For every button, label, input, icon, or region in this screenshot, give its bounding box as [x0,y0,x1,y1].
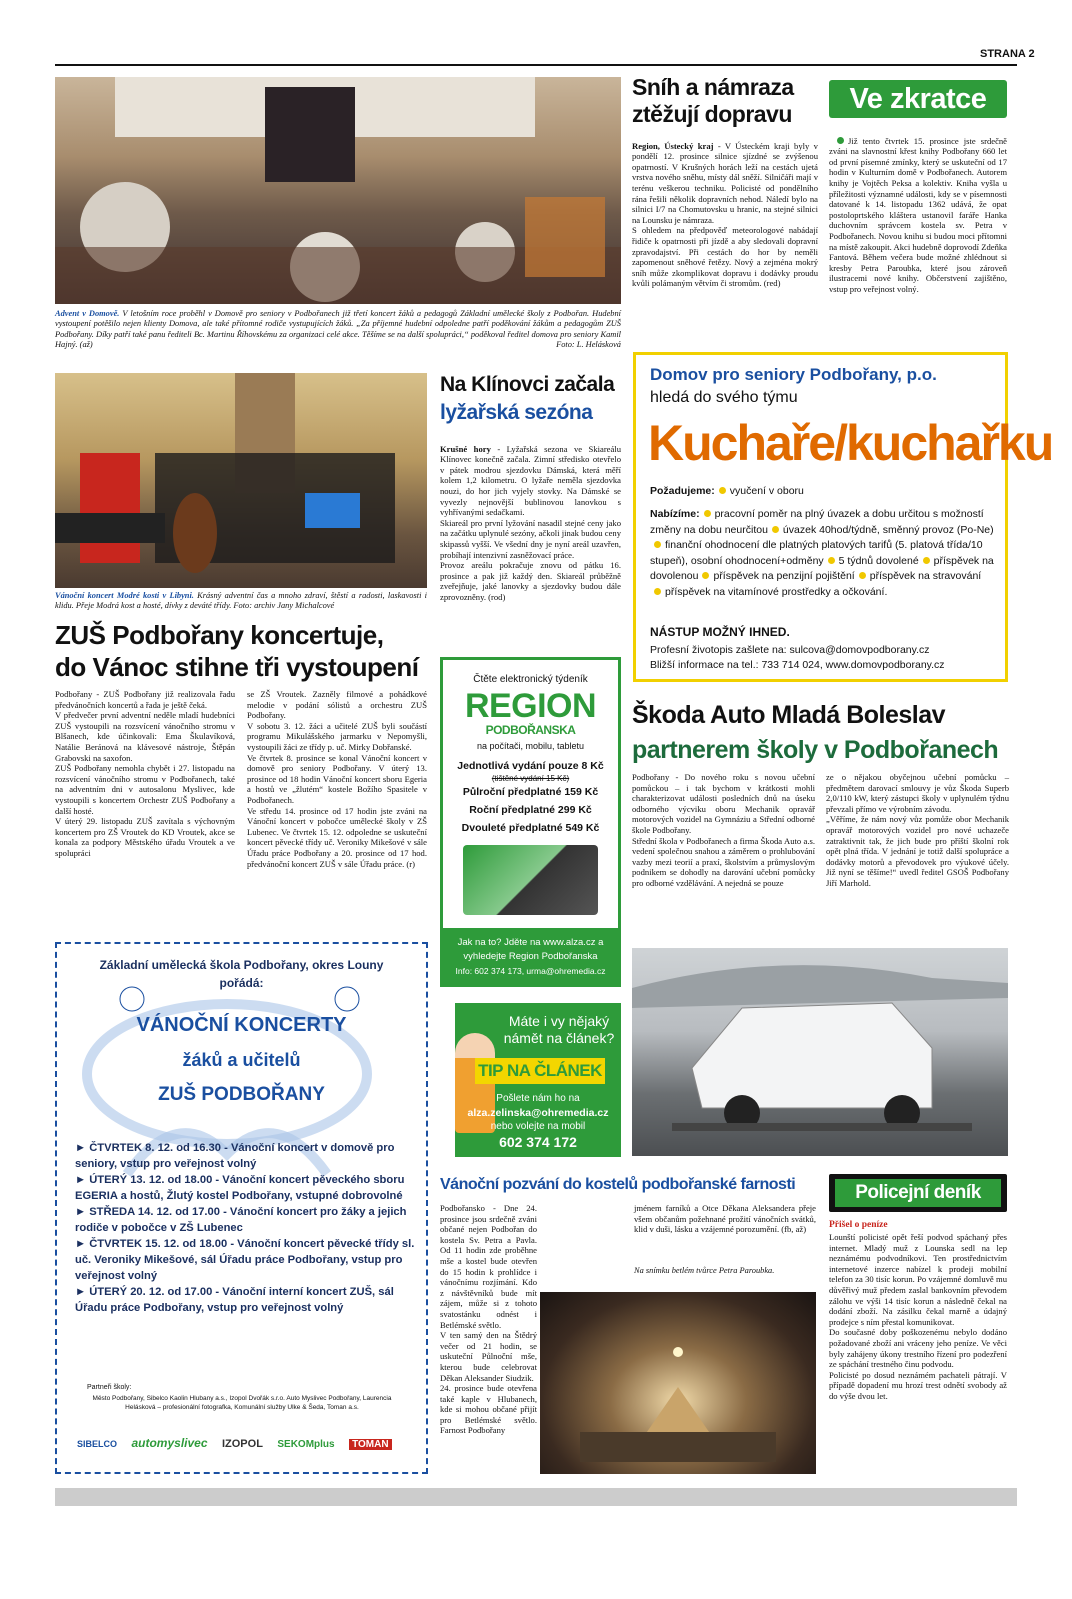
concert-item-text: ČTVRTEK 15. 12. od 18.00 - Vánoční koncert pěvecké třídy sl. uč. Veroniky Mikešové, sál Úřadu práce Podbořany, vstup pro veřejnost volný [75,1238,415,1282]
concert-school: Základní umělecká škola Podbořany, okres Louny [99,958,384,972]
domov-ad [633,352,1053,682]
offer-bullet [654,588,661,595]
concert-item: ► STŘEDA 14. 12. od 17.00 - Vánoční koncert pro žáky a jejich rodiče v pobočce v ZŠ Lubenec [75,1206,407,1234]
region-price-3: Roční předplatné 299 Kč [469,804,592,816]
libyne-photo [55,373,427,588]
sekomplus-logo: SEKOMplus [277,1439,335,1450]
region-price-2: Půlroční předplatné 159 Kč [462,786,599,798]
domov-offers [650,507,995,600]
farnost-col-1: Podbořansko - Dne 24. prosince jsou srdečně zváni občané nejen Podbořan do kostela Sv. Petra a Pavla. Od 11 hodin zde proběhne mše a kostel bude otevřen do 15 hodin k prohlídce i vánočnímu rozjímání. Kdo z návštěvníků bude mít zájem, může si z tohoto svatostánku odnést i Betlémské světlo. V ten samý den na Štědrý večer od 21 hodin, se uskuteční Půlnoční mše, kterou bude celebrovat Děkan Aleksander Siudzik. 24. prosince bude otevřena také kaple v Hlubanech, kde si mohou občané přijít pro Betlémské světlo. Farnost Podbořany [440,1203,537,1436]
tip-or: nebo volejte na mobil [490,1121,586,1132]
farnost-caption: Na snímku betlém tvůrce Petra Paroubka. [634,1266,775,1275]
advent-caption-title: Advent v Domově. [55,309,120,318]
concert-item: ► ÚTERÝ 20. 12. od 17.00 - Vánoční interní koncert ZUŠ, sál Úřadu práce Podbořany, vstup pro veřejnost volný [75,1286,394,1314]
advent-photo-illustration [55,77,621,304]
domov-req-bullet [719,487,726,494]
offer-item: příspěvek na penzijní pojištění [713,570,855,582]
domov-seek: hledá do svého týmu [650,389,798,406]
skoda-title-1: Škoda Auto Mladá Boleslav [632,701,946,729]
domov-org: Domov pro seniory Podbořany, p.o. [650,365,937,384]
sibelco-logo: SIBELCO [77,1439,118,1449]
offer-item: 5 týdnů dovolené [838,554,919,567]
snih-text: - V Ústeckém kraji byly v pondělí 12. prosince silnice sjízdné se zvýšenou opatrností. V Krušných horách leží na cestách ujetá vrstva nového sněhu, místy dál sněží. Silničáři mají v terénu veškerou techniku. Policisté od pondělního rána řešili několik dopravních nehod. Náledí bylo na silnici I/7 na Chomutovsku u hranic, na stejné silnici na Lounsku je námraza. S ohledem na předpověď meteorologové nabádají řidiče k opatrnosti při jízdě a aby sledovali dopravní zpravodajství. Při cestách do hor by neměli zapomenout sněhové řetězy. Nový a zejména mokrý sníh může zkomplikovat dopravu i dodávky proudu kvůli polámaným větvím či stromům. (red) [632,140,818,289]
kratce-title: Ve zkratce [829,80,1007,118]
page-number: STRANA 2 [980,48,1035,60]
tip-label: TIP NA ČLÁNEK [475,1058,605,1084]
offer-item: úvazek 40hod/týdně, směnný provoz (Po-Ne) [782,523,994,536]
tip-phone[interactable]: 602 374 172 [499,1134,577,1150]
concert-poster [55,942,428,1474]
offer-item: finanční ohodnocení dle platných platových tarifů (5. platová třída/10 stupeň), osobní ohodnocení+odměny [650,539,983,567]
footer-bar [55,1488,1017,1506]
offer-bullet [704,510,711,517]
concert-item-text: ÚTERÝ 13. 12. od 18.00 - Vánoční koncert pěveckého sboru EGERIA a hostů, Žlutý kostel Podbořany, vstupné dobrovolné [75,1174,405,1202]
concert-item-text: ČTVRTEK 8. 12. od 16.30 - Vánoční koncert v domově pro seniory, vstup pro veřejnost volný [75,1142,395,1170]
domov-start: NÁSTUP MOŽNÝ IHNED. [650,625,790,639]
kratce-text: Již tento čtvrtek 15. prosince jste srdečně zváni na slavnostní křest knihy Podbořany 660 let od první písemné zmínky, který se uskuteční od 17 hodin v Kulturním domě v Podbořanech. Autorem knihy je Vojtěch Peksa a kolektiv. Kniha vyšla u příležitosti významné události, kdy se v písemnosti datované k 14. listopadu 1362 udává, že opat postoloprtského kláštera ustanovil faráře Hanka duchovním správcem kostela sv. Petra v Podbořanech. Novou knihu si budou moci přítomni na místě zakoupit. Akci hudebně doprovodí Zdeňka Fantová. Během večera bude možné zhlédnout si kresby Petra Paroubka, které jsou zároveň ilustracemi nové knihy. Občerstvení zajištěno, vstup pro veřejnost volný. [829,135,1007,294]
region-how[interactable] [443,928,618,984]
skoda-col-1: Podbořany - Do nového roku s novou učební pomůckou – i tak bychom v krátkosti mohli charakterizovat události posledních dnů na úseku odborného výcviku oboru Mechanik opravář motorových vozidel na Gymnáziu a Střední odborné škole Podbořany. Střední škola v Podbořanech a firma Škoda Auto a.s. vedení společnou snahou a záměrem o prohlubování vazby mezi teorií a praxí, školstvím a průmyslovým podnikem se dohodly na darování učební pomůcky pro odborné vzdělávání. A nejedná se pouze [632,772,815,888]
region-logo-1: REGION [464,687,597,725]
offer-bullet [772,526,779,533]
concert-item-text: ÚTERÝ 20. 12. od 17.00 - Vánoční interní koncert ZUŠ, sál Úřadu práce Podbořany, vstup pro veřejnost volný [75,1286,394,1314]
skoda-car-photo [632,948,1008,1156]
snih-title: Sníh a námraza ztěžují dopravu [632,74,794,127]
region-sub: na počítači, mobilu, tabletu [476,741,585,751]
offer-item: příspěvek na vitamínové prostředky a očkování. [665,585,888,598]
policie-title: Policejní deník [835,1179,1001,1207]
tip-send: Pošlete nám ho na [496,1093,580,1104]
region-top: Čtěte elektronický týdeník [473,674,588,685]
libyne-caption [55,591,427,615]
kratce-bullet [837,137,844,144]
domov-info: Bližší informace na tel.: 733 714 024, www.domovpodborany.cz [650,659,945,671]
concert-title-3: ZUŠ PODBOŘANY [158,1084,325,1105]
concert-item-text: STŘEDA 14. 12. od 17.00 - Vánoční koncert pro žáky a jejich rodiče v pobočce v ZŠ Lubenec [75,1206,407,1234]
domov-req-text: vyučení v oboru [729,485,804,497]
region-price-4: Dvouleté předplatné 549 Kč [461,822,600,834]
concert-item: ► ČTVRTEK 8. 12. od 16.30 - Vánoční koncert v domově pro seniory, vstup pro veřejnost volný [75,1142,395,1170]
region-old: (tištěné vydání 15 Kč) [491,774,570,783]
farnost-col-2: jménem farníků a Otce Děkana Aleksandera přeje všem občanům požehnané prožití vánočních svátků, klid v duši, lásku a vzájemné porozumění. (fb, až) [634,1203,816,1235]
advent-caption [55,309,621,359]
region-logo-2: PODBOŘANSKA [485,723,576,737]
tip-question: Máte i vy nějaký námět na článek? [503,1013,615,1046]
izopol-logo: IZOPOL [221,1438,263,1450]
skoda-car-illustration [632,948,1008,1156]
offer-bullet [654,541,661,548]
tip-email[interactable]: alza.zelinska@ohremedia.cz [467,1107,609,1119]
libyne-caption-text: Krásný adventní čas a mnoho zdraví, štěstí a radosti, laskavosti i klidu. Přeje Modrá kost a hosté, dívky z deváté třídy. Foto: archiv Jany Michalcové [55,591,427,611]
offer-bullet [828,557,835,564]
concert-list [75,1140,415,1316]
offer-bullet [923,557,930,564]
concert-item: ► ČTVRTEK 15. 12. od 18.00 - Vánoční koncert pěvecké třídy sl. uč. Veroniky Mikešové, sál Úřadu práce Podbořany, vstup pro veřejnost volný [75,1238,415,1282]
offer-item: příspěvek na stravování [869,570,982,582]
concert-title-1: VÁNOČNÍ KONCERTY [136,1014,347,1036]
domov-req [650,485,804,497]
policie-title-box [829,1174,1007,1212]
toman-logo: TOMAN [349,1439,391,1450]
libyne-photo-illustration [55,373,427,588]
snih-lead: Region, Ústecký kraj [632,140,714,151]
concert-organizes: pořádá: [219,976,264,990]
betlem-photo [540,1292,816,1474]
advent-credit: Foto: L. Helásková [556,340,621,350]
skoda-title-2: partnerem školy v Podbořanech [632,736,999,764]
policie-body: Lounští policisté opět řeší podvod spáchaný přes internet. Mladý muž z Lounska sedl na lep neznámému podvodníkovi. Ten prostřednictvím internetové inzerce nabízel k prodeji mobilní telefon za 30 tisíc korun. Po vzájemné domluvě mu důvěřivý muž předem zaslal bankovním převodem zálohu ve výši 14 tisíc korun a následně čekal na dodání zboží. Na zásilku čekal marně a údajný prodejce s ním přestal komunikovat. Do současné doby poškozenému nebylo dodáno požadované zboží ani vráceny jeho peníze. Ve věci byly zahájeny úkony trestního řízení pro podezření ze spáchání trestného činu podvodu. Policisté po dosud neznámém pachateli pátrají. V případě dopadení mu hrozí trest odnětí svobody až do výše dvou let. [829,1232,1007,1401]
zus-col-1: Podbořany - ZUŠ Podbořany již realizovala řadu předvánočních koncertů a řada je ještě čeká. V předvečer první adventní neděle mladí hudebníci ZUŠ vystoupili na rozsvícení vánočního stromu v Blšanech, kde účinkovali: Ema Škulavíková, Natálie Beránová na klávesové nástroje, Štěpán Grabovski na saxofon. ZUŠ Podbořany nemohla chybět i 27. listopadu na rozsvícení vánočního stromu v Podbořanech, také na adventním dni v autosalonu Myslivec, kde vystoupili s koncertem Orchestr ZUŠ Podbořany a další hosté. V úterý 29. listopadu ZUŠ zavítala s výchovným koncertem pro ZŠ Vroutek do KD Vroutek, akce se konala za podpory Městského úřadu Vroutek a ve spolupráci [55,689,235,858]
region-how-text: Jak na to? Jděte na www.alza.cz a vyhledejte Region Podbořanska [457,937,604,962]
zus-title-1: ZUŠ Podbořany koncertuje, [55,620,384,650]
domov-req-label: Požadujeme: [650,485,715,497]
header-rule [55,64,1017,66]
advent-caption-text: V letošním roce proběhl v Domově pro seniory v Podbořanech již třetí koncert žáků a pedagogů Základní umělecké školy z Podbořan. Hudební vystoupení potěšilo nejen klienty Domova, ale také přítomné rodiče vystupujících žáků. „Za příjemné hudební odpoledne patří poděkování žákům a pedagogům ZUŠ Podbořany. Díky patří také panu řediteli Bc. Martinu Říhovskému za organizaci celé akce. Těšíme se na další spolupráci,“ poděkoval ředitel domova pro seniory Kamil Hajný. (až) [55,309,621,350]
kratce-body [829,125,1007,345]
region-devices-image [463,845,598,915]
concert-partners: Město Podbořany, Sibelco Kaolin Hlubany a.s., Izopol Dvořák s.r.o. Auto Myslivec Podbořany, Laurencia Helásková – profesionální fotografka, Komunální služby Ulke & Šeda, Toman a.s. [92,1395,392,1411]
klinovec-title-2: lyžařská sezóna [440,401,593,424]
domov-cv: Profesní životopis zašlete na: sulcova@domovpodborany.cz [650,644,930,656]
region-ad [440,657,621,987]
zus-title-2: do Vánoc stihne tři vystoupení [55,652,419,682]
klinovec-lead: Krušné hory [440,443,491,454]
region-contact: Info: 602 374 173, urma@ohremedia.cz [455,966,606,976]
offer-bullet [859,572,866,579]
betlem-illustration [540,1292,816,1474]
zus-col-2: se ZŠ Vroutek. Zazněly filmové a pohádkové melodie v podání sólistů a orchestru ZUŠ Podbořany. V sobotu 3. 12. žáci a učitelé ZUŠ byli součástí programu Mikulášského jarmarku v Nepomyšli, vystoupili žáci ze třídy p. uč. Mirky Dobřanské. Ve čtvrtek 8. prosince se konal Vánoční koncert v domově pro seniory Podbořany. V úterý 13. prosince od 18 hodin Vánoční koncert sboru Egeria a hostů ve „žlutém“ kostele Božího Spasitele v Podbořanech. Ve středu 14. prosince od 17 hodin jste zváni na Vánoční koncert v pobočce umělecké školy v ZŠ Lubenec. Ve čtvrtek 15. 12. odpoledne se uskuteční koncert pěvecké třídy uč. Veroniky Mikešové v sále Úřadu práce Podbořany a 20. prosince od 17 hod. předvánoční koncert ZUŠ v sále Úřadu práce. (r) [247,689,427,869]
concert-item: ► ÚTERÝ 13. 12. od 18.00 - Vánoční koncert pěveckého sboru EGERIA a hostů, Žlutý kostel Podbořany, vstupné dobrovolné [75,1174,405,1202]
partner-logos [77,1434,422,1452]
snih-body [632,130,818,345]
farnost-title: Vánoční pozvání do kostelů podbořanské farnosti [440,1176,796,1193]
domov-position: Kuchaře/kuchařku [648,415,1053,471]
advent-photo [55,77,621,304]
libyne-caption-title: Vánoční koncert Modré kosti v Libyni. [55,591,194,600]
offer-bullet [702,572,709,579]
policie-subtitle: Přišel o peníze [829,1220,888,1230]
offer-item: pracovní poměr na plný úvazek a dobu určitou s možností změny na dobu neurčitou [650,508,984,536]
region-price-1: Jednotlivá vydání pouze 8 Kč [457,760,604,772]
concert-partners-label: Partneři školy: [87,1384,132,1391]
tip-box[interactable] [455,1003,621,1157]
automyslivec-logo: automyslivec [131,1436,208,1450]
domov-offer-label: Nabízíme: [650,508,700,520]
klinovec-body [440,433,621,648]
concert-title-2: žáků a učitelů [182,1050,301,1070]
klinovec-text: - Lyžařská sezona ve Skiareálu Klínovec konečně začala. Zimní středisko otevřelo v pátek modrou sjezdovku Dámská, která měří kolem 1,2 kilometru. O lyžaře neměla sjezdovka nouzi, do hor jich vyjely stovky. Na Dámské se vyvezly nejnovější bublinovou lanovkou s vyhřívanými sedačkami. Skiareál pro první lyžování nasadil stejné ceny jako na začátku uplynulé sezóny, ačkoli jinak budou ceny skipassů vyšší. Ve všední dny je nyní areál uzavřen, probíhají intenzivní zasněžovací práce. Provoz areálu pokračuje znovu od pátku 16. prosince a pak již každý den. Skiareál průběžně zveřejňuje, jaké lanovky a sjezdovky budou dále zprovozněny. (rod) [440,443,621,602]
klinovec-title-1: Na Klínovci začala [440,373,615,396]
skoda-col-2: ze o nějakou obyčejnou učební pomůcku – předmětem darovací smlouvy je vůz Škoda Superb 2,0/110 kW, který zástupci školy v uplynulém týdnu převzali přímo ve výrobním závodu. „Věříme, že nám nový vůz pomůže obor Mechanik opravář motorových vozidel pro nové uchazeče zatraktivnit tak, že jich bude pro příští školní rok opět plná třída. V jednání je totiž další spolupráce a dodávky motorů a převodovek pro výukové účely. Již nyní se těšíme!“ uvedl ředitel GSOŠ Podbořany Jiří Marhold. [826,772,1009,888]
offer-item: příspěvek na dovolenou [650,554,994,582]
